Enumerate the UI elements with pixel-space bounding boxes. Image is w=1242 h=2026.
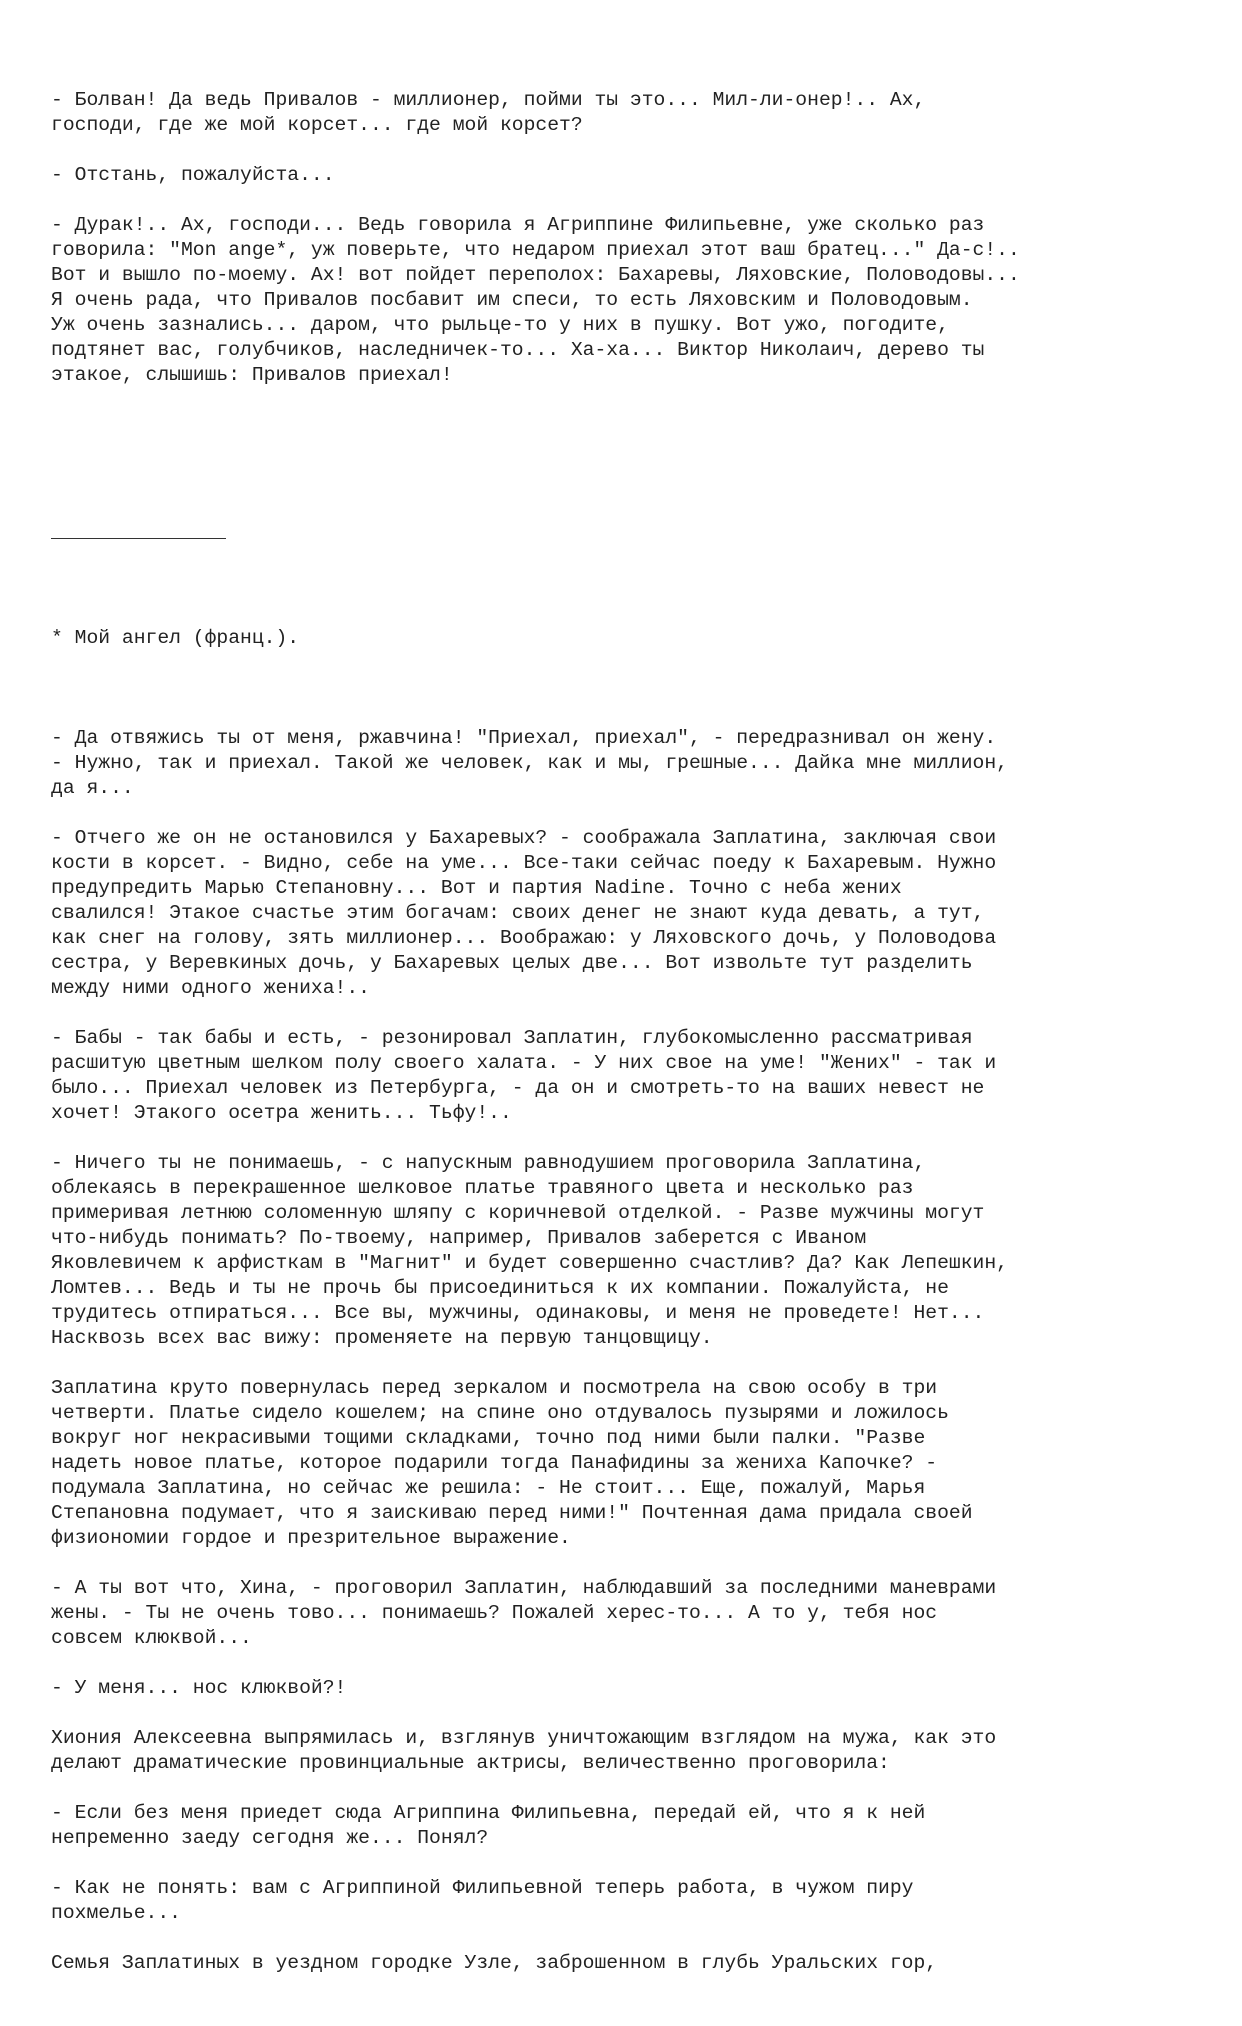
main-text-before-footnote [51,88,1201,388]
paragraph [51,1026,1201,1126]
text-line: предупредить Марью Степановну... Вот и партия Nadine. Точно с неба жених [51,877,902,899]
paragraph [51,1801,1201,1851]
paragraph [51,213,1201,388]
text-line: трудитесь отпираться... Все вы, мужчины, одинаковы, и меня не проведете! Нет... [51,1302,985,1324]
text-line: Яковлевичем к арфисткам в "Магнит" и будет совершенно счастлив? Да? Как Лепешкин, [51,1252,1008,1274]
text-line: физиономии гордое и презрительное выражение. [51,1527,571,1549]
paragraph [51,1151,1201,1351]
text-line: Ломтев... Ведь и ты не прочь бы присоединиться к их компании. Пожалуйста, не [51,1277,949,1299]
text-line: - А ты вот что, Хина, - проговорил Заплатин, наблюдавший за последними маневрами [51,1577,997,1599]
footnote-separator [51,538,226,539]
text-line: подтянет вас, голубчиков, наследничек-то... Ха-ха... Виктор Николаич, дерево ты [51,339,985,361]
text-line: расшитую цветным шелком полу своего халата. - У них свое на уме! "Жених" - так и [51,1052,997,1074]
text-line: делают драматические провинциальные актрисы, величественно проговорила: [51,1752,890,1774]
text-line: Хиония Алексеевна выпрямилась и, взглянув уничтожающим взглядом на мужа, как это [51,1727,997,1749]
text-line: - Болван! Да ведь Привалов - миллионер, пойми ты это... Мил-ли-онер!.. Ах, [51,89,926,111]
paragraph [51,1676,1201,1701]
text-line: - Если без меня приедет сюда Агриппина Филипьевна, передай ей, что я к ней [51,1802,926,1824]
text-line: Семья Заплатиных в уездном городке Узле, заброшенном в глубь Уральских гор, [51,1952,938,1974]
text-line: кости в корсет. - Видно, себе на уме... Все-таки сейчас поеду к Бахаревым. Нужно [51,852,997,874]
text-line: облекаясь в перекрашенное шелковое платье травяного цвета и несколько раз [51,1177,914,1199]
main-text-after-footnote [51,726,1201,1976]
text-line: - Как не понять: вам с Агриппиной Филипьевной теперь работа, в чужом пиру [51,1877,914,1899]
paragraph [51,1951,1201,1976]
text-line: Уж очень зазнались... даром, что рыльце-то у них в пушку. Вот ужо, погодите, [51,314,949,336]
text-line: надеть новое платье, которое подарили тогда Панафидины за жениха Капочке? - [51,1452,938,1474]
paragraph [51,1376,1201,1551]
text-line: подумала Заплатина, но сейчас же решила: - Не стоит... Еще, пожалуй, Марья [51,1477,926,1499]
text-line: - Дурак!.. Ах, господи... Ведь говорила я Агриппине Филипьевне, уже сколько раз [51,214,985,236]
text-line: Вот и вышло по-моему. Ах! вот пойдет переполох: Бахаревы, Ляховские, Половодовы... [51,264,1020,286]
text-line: - Ничего ты не понимаешь, - с напускным равнодушием проговорила Заплатина, [51,1152,926,1174]
text-line: - Бабы - так бабы и есть, - резонировал Заплатин, глубокомысленно рассматривая [51,1027,973,1049]
text-line: Заплатина круто повернулась перед зеркалом и посмотрела на свою особу в три [51,1377,938,1399]
text-line: примеривая летнюю соломенную шляпу с коричневой отделкой. - Разве мужчины могут [51,1202,985,1224]
paragraph [51,726,1201,801]
text-line: - Да отвяжись ты от меня, ржавчина! "Приехал, приехал", - передразнивал он жену. [51,727,997,749]
text-line: свалился! Этакое счастье этим богачам: своих денег не знают куда девать, а тут, [51,902,985,924]
text-line: сестра, у Веревкиных дочь, у Бахаревых целых две... Вот извольте тут разделить [51,952,973,974]
text-line: жены. - Ты не очень тово... понимаешь? Пожалей херес-то... А то у, тебя нос [51,1602,938,1624]
text-line: Я очень рада, что Привалов посбавит им спеси, то есть Ляховским и Половодовым. [51,289,973,311]
footnote: * Мой ангел (франц.). [51,627,300,649]
spacer [51,463,1201,488]
text-line: вокруг ног некрасивыми тощими складками, точно под ними были палки. "Разве [51,1427,926,1449]
text-line: как снег на голову, зять миллионер... Воображаю: у Ляховского дочь, у Половодова [51,927,997,949]
paragraph [51,1876,1201,1926]
text-line: непременно заеду сегодня же... Понял? [51,1827,489,1849]
text-line: совсем клюквой... [51,1627,252,1649]
text-line: что-нибудь понимать? По-твоему, например, Привалов заберется с Иваном [51,1227,867,1249]
text-line: говорила: "Mon ange*, уж поверьте, что недаром приехал этот ваш братец..." Да-с!.. [51,239,1020,261]
paragraph [51,1726,1201,1776]
text-line: Степановна подумает, что я заискиваю перед ними!" Почтенная дама придала своей [51,1502,973,1524]
text-line: этакое, слышишь: Привалов приехал! [51,364,453,386]
text-line: да я... [51,777,134,799]
text-line: - Отчего же он не остановился у Бахаревых? - соображала Заплатина, заключая свои [51,827,997,849]
paragraph [51,1576,1201,1651]
text-line: хочет! Этакого осетра женить... Тьфу!.. [51,1102,512,1124]
document-page [51,38,1201,2026]
text-line: - Нужно, так и приехал. Такой же человек, как и мы, грешные... Дайка мне миллион, [51,752,1008,774]
text-line: - У меня... нос клюквой?! [51,1677,347,1699]
text-line: четверти. Платье сидело кошелем; на спине оно отдувалось пузырями и ложилось [51,1402,949,1424]
text-line: было... Приехал человек из Петербурга, - да он и смотреть-то на ваших невест не [51,1077,985,1099]
paragraph [51,163,1201,188]
text-line: Насквозь всех вас вижу: променяете на первую танцовщицу. [51,1327,713,1349]
paragraph [51,826,1201,1001]
text-line: господи, где же мой корсет... где мой корсет? [51,114,583,136]
paragraph [51,88,1201,138]
text-line: между ними одного жениха!.. [51,977,370,999]
text-line: - Отстань, пожалуйста... [51,164,335,186]
text-line: похмелье... [51,1902,181,1924]
